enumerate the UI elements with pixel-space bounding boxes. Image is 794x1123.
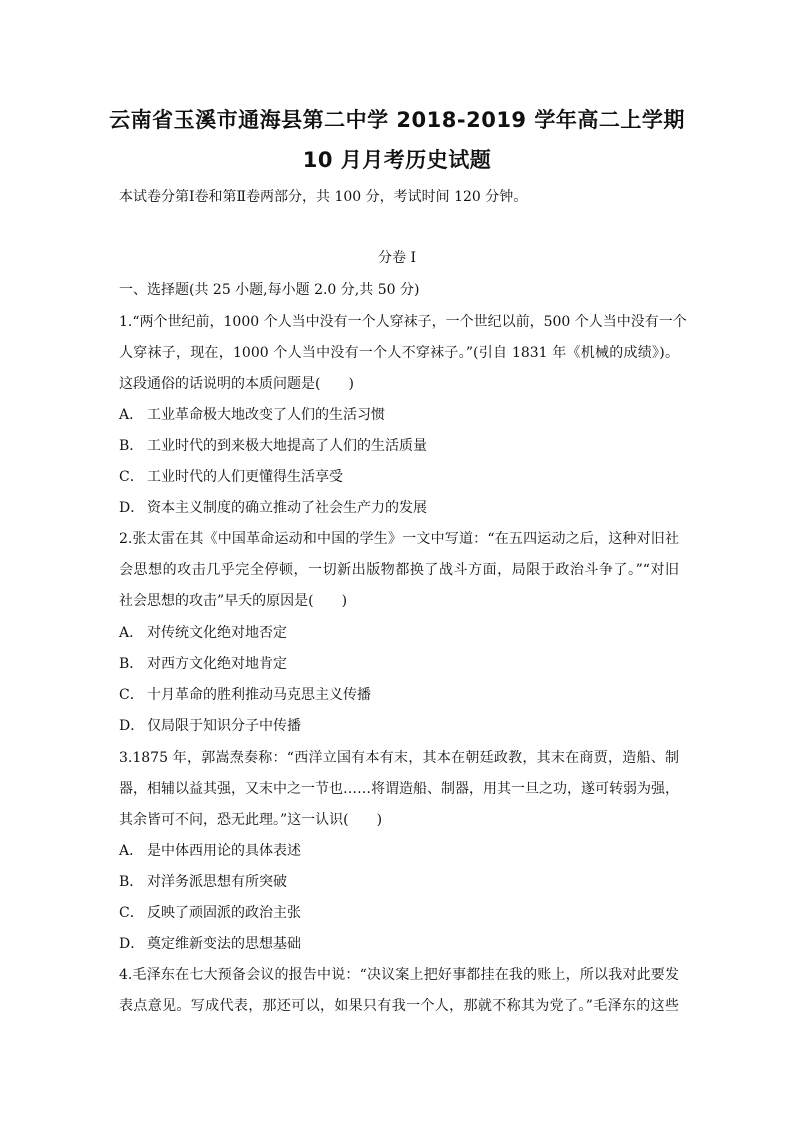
choice-letter: B．	[119, 656, 144, 672]
choice-letter: B．	[119, 438, 144, 454]
choice-text: 仅局限于知识分子中传播	[147, 718, 301, 734]
choice-letter: D．	[119, 936, 145, 952]
choice-text: 工业时代的人们更懂得生活享受	[147, 469, 343, 485]
choice-d	[119, 499, 679, 517]
choice-letter: B．	[119, 874, 144, 890]
question-stem-line: 表点意见。写成代表，那还可以，如果只有我一个人，那就不称其为党了。”毛泽东的这些	[119, 998, 679, 1014]
choice-text: 对传统文化绝对地否定	[147, 625, 287, 641]
exam-title-line2: 10 月月考历史试题	[302, 148, 492, 172]
choice-b	[119, 873, 679, 891]
choice-letter: A．	[119, 625, 144, 641]
choice-d	[119, 717, 679, 735]
choice-c	[119, 904, 679, 922]
choice-d	[119, 935, 679, 953]
choice-a	[119, 406, 679, 424]
question-stem-line: 1.“两个世纪前，1000 个人当中没有一个人穿袜子，一个世纪以前，500 个人当中没有一个	[119, 314, 687, 330]
exam-intro: 本试卷分第Ⅰ卷和第Ⅱ卷两部分，共 100 分，考试时间 120 分钟。	[119, 189, 528, 205]
question-stem-line: 4.毛泽东在七大预备会议的报告中说：“决议案上把好事都挂在我的账上，所以我对此要发	[119, 967, 679, 983]
choice-text: 对洋务派思想有所突破	[147, 874, 287, 890]
question-stem-line: 人穿袜子，现在，1000 个人当中没有一个人不穿袜子。”(引自 1831 年《机械的成绩》)。	[119, 345, 679, 361]
choice-letter: C．	[119, 905, 144, 921]
question-stem-line: 2.张太雷在其《中国革命运动和中国的学生》一文中写道：“在五四运动之后，这种对旧社	[119, 531, 679, 547]
choice-text: 是中体西用论的具体表述	[147, 843, 301, 859]
choice-letter: A．	[119, 843, 144, 859]
choice-c	[119, 686, 679, 704]
choice-text: 工业革命极大地改变了人们的生活习惯	[147, 407, 385, 423]
question-stem-line: 社会思想的攻击”早夭的原因是( )	[119, 593, 348, 609]
choice-b	[119, 655, 679, 673]
choice-a	[119, 624, 679, 642]
choice-text: 反映了顽固派的政治主张	[147, 905, 301, 921]
choice-b	[119, 437, 679, 455]
part-heading: 一、选择题(共 25 小题,每小题 2.0 分,共 50 分)	[119, 282, 420, 298]
choice-text: 对西方文化绝对地肯定	[147, 656, 287, 672]
choice-a	[119, 842, 679, 860]
section-heading: 分卷 I	[378, 250, 416, 266]
choice-letter: D．	[119, 718, 145, 734]
choice-text: 奠定维新变法的思想基础	[147, 936, 301, 952]
choice-letter: D．	[119, 500, 145, 516]
question-stem-line: 器，相辅以益其强，又末中之一节也……将谓造船、制器，用其一旦之功，遂可转弱为强，	[119, 781, 679, 797]
choice-text: 工业时代的到来极大地提高了人们的生活质量	[147, 438, 427, 454]
exam-title-line1: 云南省玉溪市通海县第二中学 2018-2019 学年高二上学期	[109, 108, 685, 132]
choice-letter: A．	[119, 407, 144, 423]
choice-c	[119, 468, 679, 486]
question-stem-line: 其余皆可不问，恐无此理。”这一认识( )	[119, 812, 383, 828]
choice-text: 资本主义制度的确立推动了社会生产力的发展	[147, 500, 427, 516]
choice-letter: C．	[119, 687, 144, 703]
question-stem-line: 3.1875 年，郭嵩焘奏称：“西洋立国有本有末，其本在朝廷政教，其末在商贾，造船、制	[119, 750, 679, 766]
question-stem-line: 这段通俗的话说明的本质问题是( )	[119, 376, 354, 392]
question-stem-line: 会思想的攻击几乎完全停顿，一切新出版物都换了战斗方面，局限于政治斗争了。”“对旧	[119, 562, 679, 578]
choice-text: 十月革命的胜利推动马克思主义传播	[147, 687, 371, 703]
choice-letter: C．	[119, 469, 144, 485]
